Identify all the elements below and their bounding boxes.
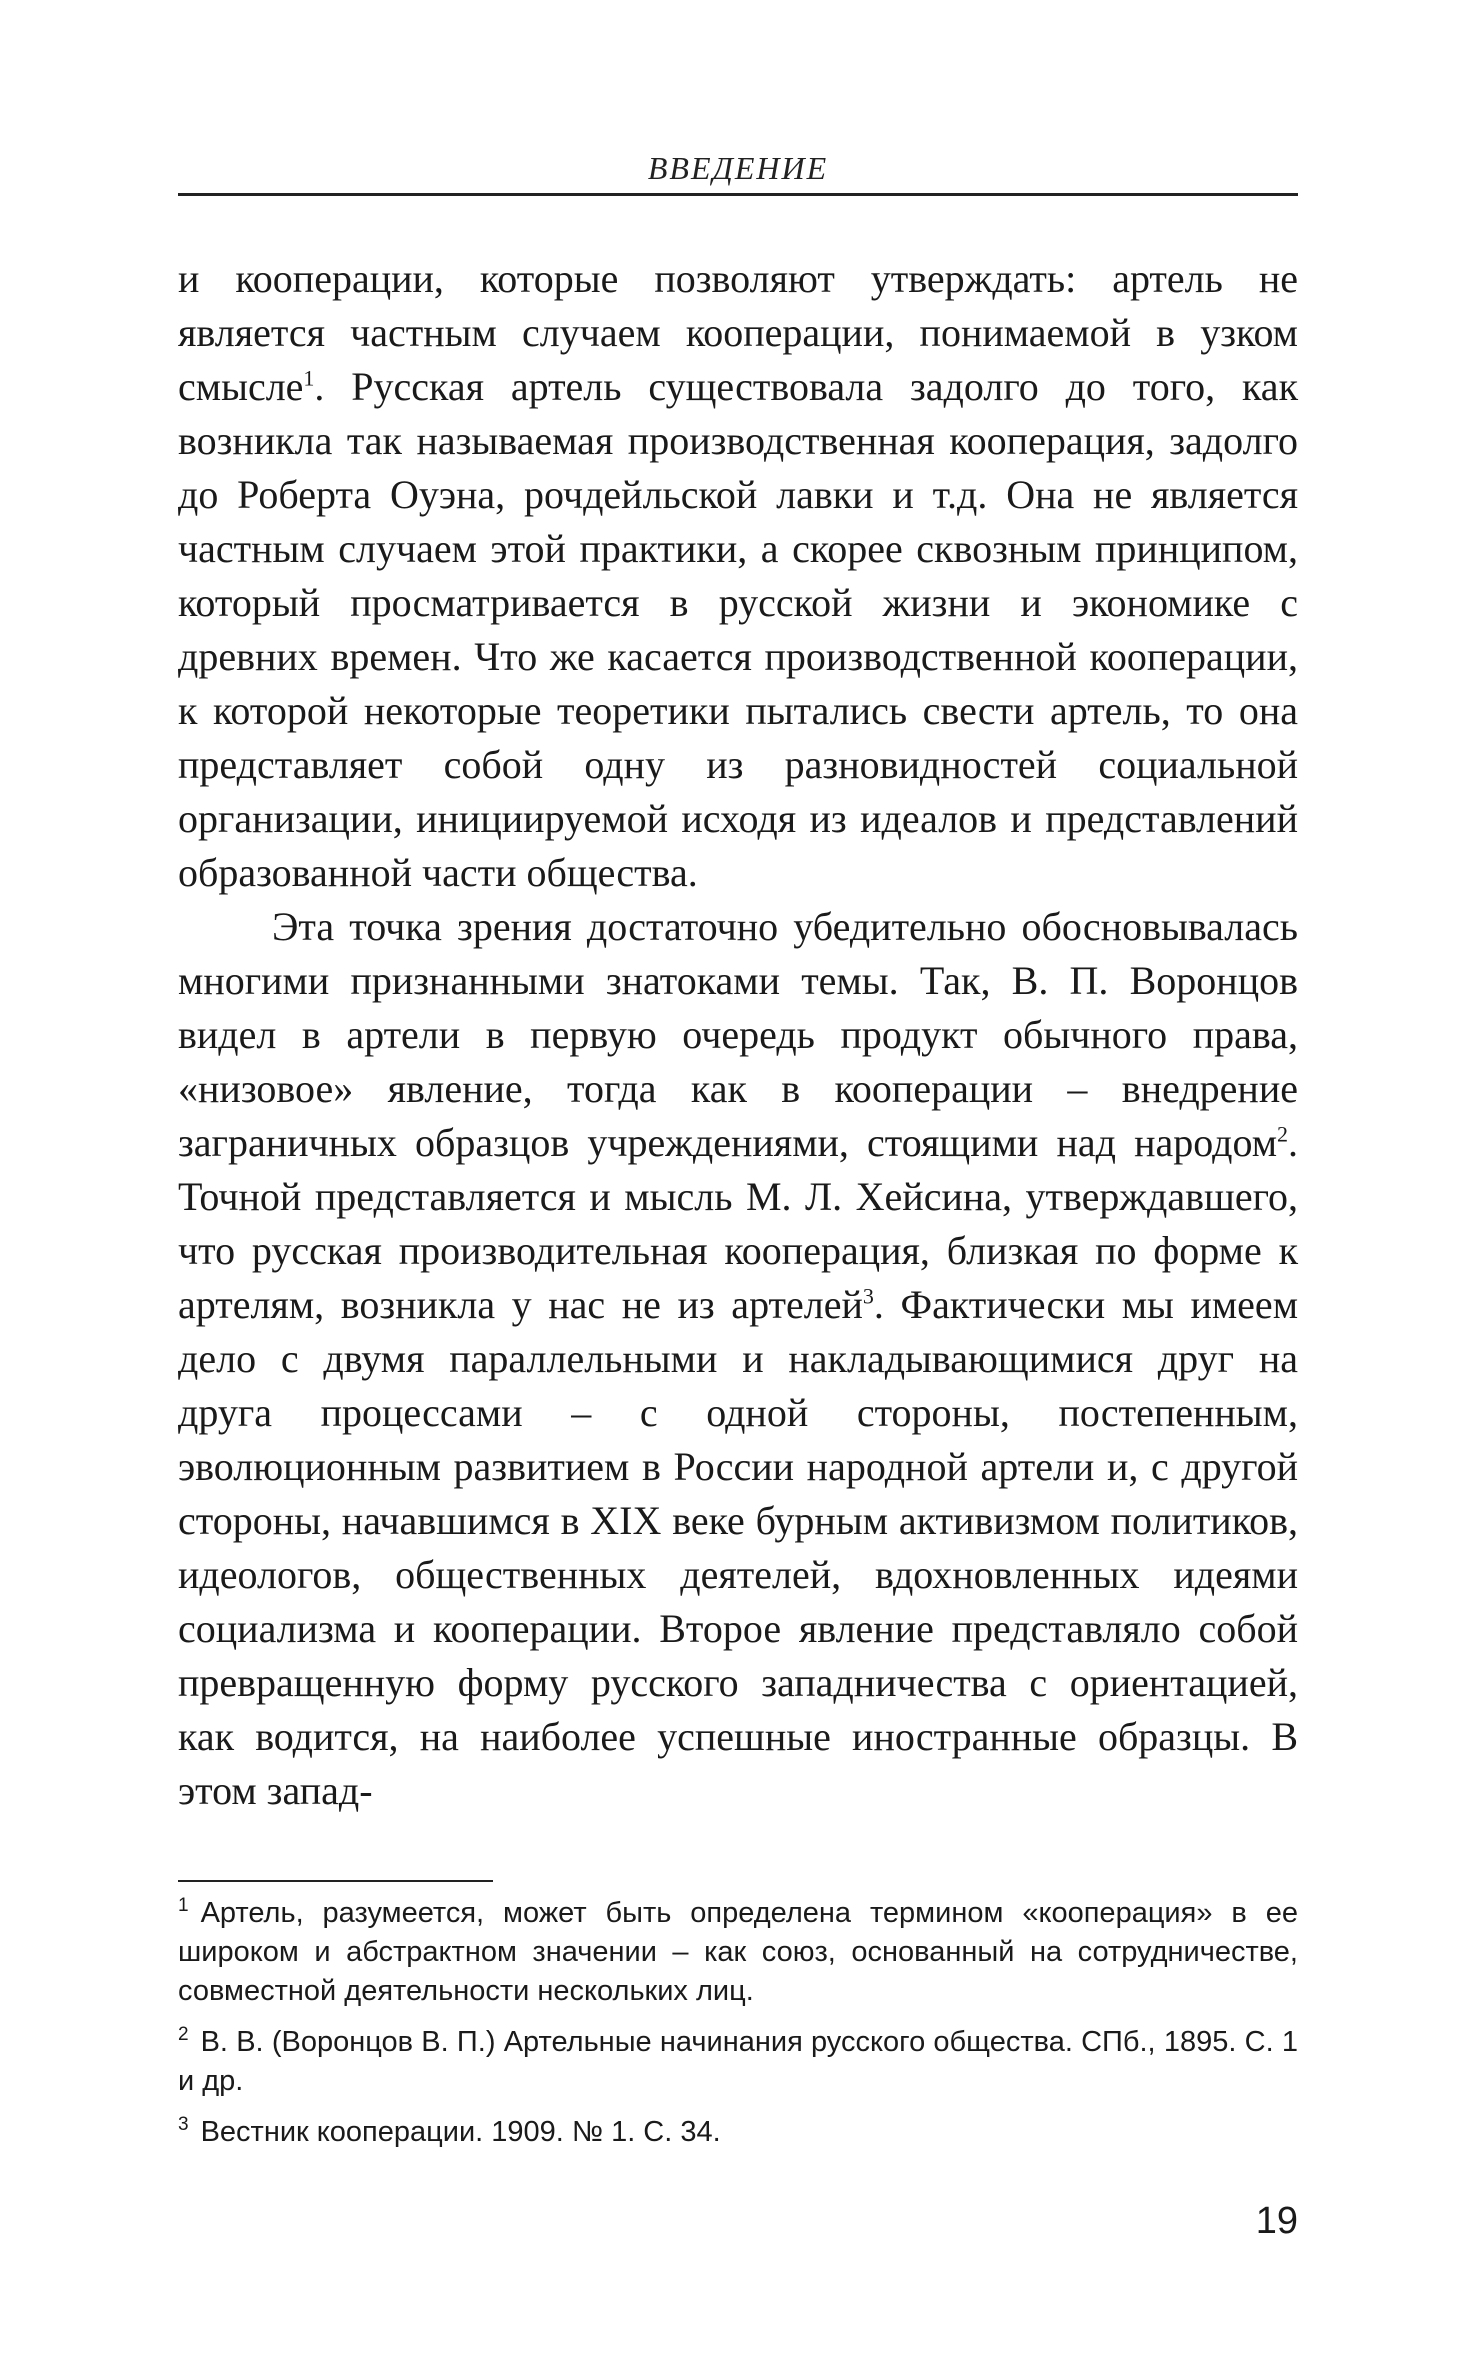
paragraph-1 bbox=[178, 252, 1298, 900]
footnote-2 bbox=[178, 2023, 1298, 2101]
footnotes bbox=[178, 1894, 1298, 2164]
footnote-text: В. В. (Воронцов В. П.) Артельные начинания русского общества. СПб., 1895. С. 1 и др. bbox=[178, 2026, 1298, 2097]
paragraph-2 bbox=[178, 900, 1298, 1818]
footnote-3 bbox=[178, 2113, 1298, 2152]
footnote-mark: 1 bbox=[178, 1895, 189, 1917]
footnote-ref-3[interactable]: 3 bbox=[862, 1283, 874, 1309]
footnote-text: Вестник кооперации. 1909. № 1. С. 34. bbox=[200, 2116, 721, 2148]
header-rule bbox=[178, 193, 1298, 196]
main-text bbox=[178, 252, 1298, 1818]
paragraph-1-text-a: и кооперации, которые позволяют утверждать: артель не является частным случаем кооперации, понимаемой в узком смысле bbox=[178, 256, 1298, 409]
footnote-ref-2[interactable]: 2 bbox=[1277, 1121, 1288, 1147]
footnote-ref-1[interactable]: 1 bbox=[303, 365, 315, 391]
footnote-1 bbox=[178, 1894, 1298, 2011]
paragraph-2-text-a: Эта точка зрения достаточно убедительно обосновывалась многими признанными знатоками темы. Так, В. П. Воронцов видел в артели в первую очередь продукт обычного права, «низовое» явление, тогда как в кооперации – внедрение заграничных образцов учреждениями, стоящими над народом bbox=[178, 904, 1298, 1165]
paragraph-2-text-b: . Точной представляется и мысль М. Л. Хейсина, утверждавшего, что русская производительная кооперация, близкая по форме к артелям, возникла у нас не из артелей bbox=[178, 1120, 1298, 1327]
paragraph-1-text-b: . Русская артель существовала задолго до того, как возникла так называемая производственная кооперация, задолго до Роберта Оуэна, рочдейльской лавки и т.д. Она не является частным случаем этой практики, а скорее сквозным принципом, который просматривается в русской жизни и экономике с древних времен. Что же касается производственной кооперации, к которой некоторые теоретики пытались свести артель, то она представляет собой одну из разновидностей социальной организации, инициируемой исходя из идеалов и представлений образованной части общества. bbox=[178, 364, 1298, 895]
footnote-mark: 3 bbox=[178, 2114, 189, 2136]
footnote-text: Артель, разумеется, может быть определена термином «кооперация» в ее широком и абстрактном значении – как союз, основанный на сотрудничестве, совместной деятельности нескольких лиц. bbox=[178, 1897, 1298, 2007]
footnote-mark: 2 bbox=[178, 2024, 189, 2046]
paragraph-2-text-c: . Фактически мы имеем дело с двумя параллельными и накладывающимися друг на друга процессами – с одной стороны, постепенным, эволюционным развитием в России народной артели и, с другой стороны, начавшимся в XIX веке бурным активизмом политиков, идеологов, общественных деятелей, вдохновленных идеями социализма и кооперации. Второе явление представляло собой превращенную форму русского западничества с ориентацией, как водится, на наиболее успешные иностранные образцы. В этом запад- bbox=[178, 1282, 1299, 1813]
page-number: 19 bbox=[1255, 2200, 1298, 2242]
footnote-separator bbox=[178, 1880, 493, 1882]
running-head: ВВЕДЕНИЕ bbox=[647, 150, 829, 186]
